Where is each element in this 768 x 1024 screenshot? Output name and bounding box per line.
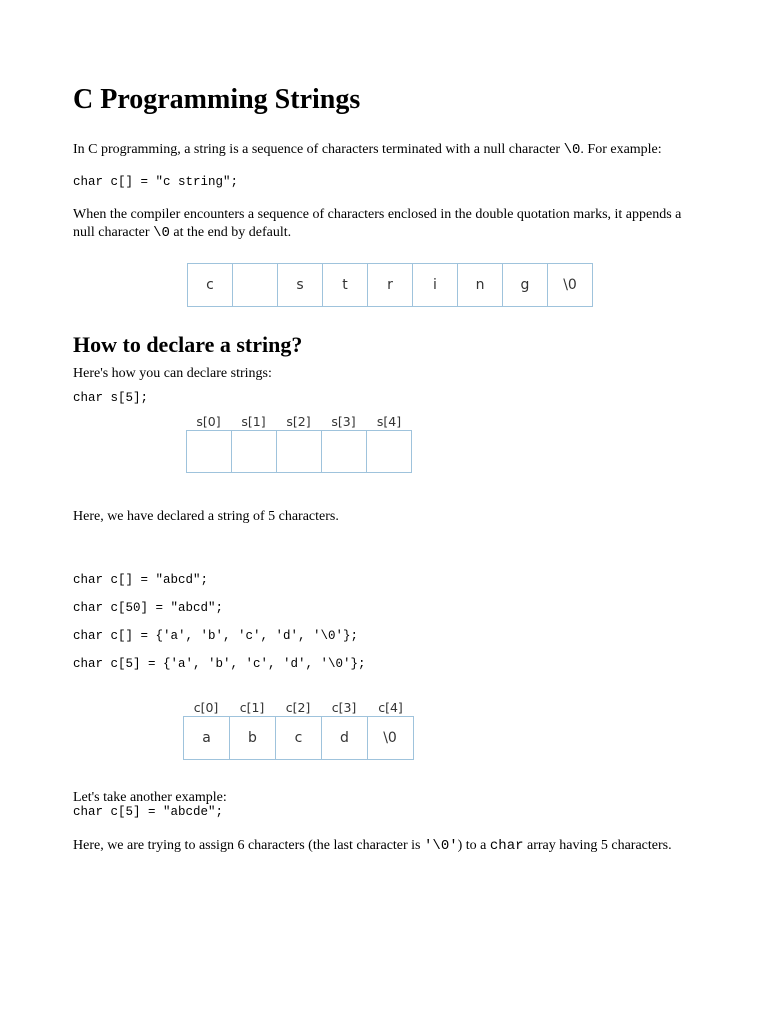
diagram-cell [232,431,277,472]
diagram-cell: n [458,264,503,306]
section-heading: How to declare a string? [73,332,303,357]
index-label: s[1] [241,413,266,429]
intro-text-after: . For example: [580,142,662,157]
intro-text: In C programming, a string is a sequence of characters terminated with a null character [73,142,564,157]
init-diagram [183,716,414,760]
index-label: s[4] [376,413,402,429]
diagram-cell: t [323,264,368,306]
compiler-text-after: at the end by default. [169,225,292,240]
diagram-cell: c [188,264,233,306]
diagram-cell: g [503,264,548,306]
index-label: s[3] [331,413,356,429]
index-label: c[0] [193,699,219,715]
cstring-diagram [187,263,593,307]
diagram-cell [187,431,232,472]
diagram-cell [367,431,410,472]
final-text-after: array having 5 characters. [523,838,672,853]
compiler-text: When the compiler encounters a sequence of characters enclosed in the double quotation marks, it appends a null character [73,207,682,240]
init-code-line: char c[] = "abcd"; [73,573,209,587]
index-label: c[2] [285,699,311,715]
diagram-cell: c [276,717,322,759]
init-code-line: char c[50] = "abcd"; [73,601,224,615]
diagram-cell: \0 [563,277,577,293]
char-keyword-code: char [489,838,524,854]
final-text: Here, we are trying to assign 6 characters (the last character is [73,838,425,853]
diagram-cell [322,431,367,472]
diagram-cell: a [184,717,230,759]
diagram-cell [233,264,278,306]
diagram-cell: \0 [383,730,397,746]
another-example-code: char c[5] = "abcde"; [73,805,224,819]
diagram-cell: i [413,264,458,306]
final-paragraph [73,837,698,855]
diagram-cell: b [230,717,276,759]
diagram-cell: r [368,264,413,306]
index-label: c[4] [378,699,403,715]
final-text-middle: ) to a [457,838,490,853]
diagram-cell: d [322,717,368,759]
index-label: c[1] [239,699,265,715]
index-label: s[0] [196,413,221,429]
diagram-cell [277,431,322,472]
diagram-cell: s [278,264,323,306]
declare-note: Here, we have declared a string of 5 characters. [73,509,339,524]
intro-paragraph [73,141,698,159]
init-code-line: char c[5] = {'a', 'b', 'c', 'd', '\0'}; [73,657,366,671]
index-labels [183,698,414,716]
declare-text: Here's how you can declare strings: [73,366,272,381]
null-char-code: \0 [563,142,581,158]
example-code: char c[] = "c string"; [73,175,239,189]
index-labels [186,412,412,430]
declare-diagram [186,430,412,473]
index-label: c[3] [331,699,357,715]
index-label: s[2] [286,413,311,429]
declare-code: char s[5]; [73,391,149,405]
init-code-line: char c[] = {'a', 'b', 'c', 'd', '\0'}; [73,629,359,643]
null-char-code: '\0' [424,838,458,854]
page-title: C Programming Strings [73,84,361,115]
compiler-paragraph [73,206,698,242]
null-char-code: \0 [153,225,170,241]
another-example-text: Let's take another example: [73,790,227,805]
